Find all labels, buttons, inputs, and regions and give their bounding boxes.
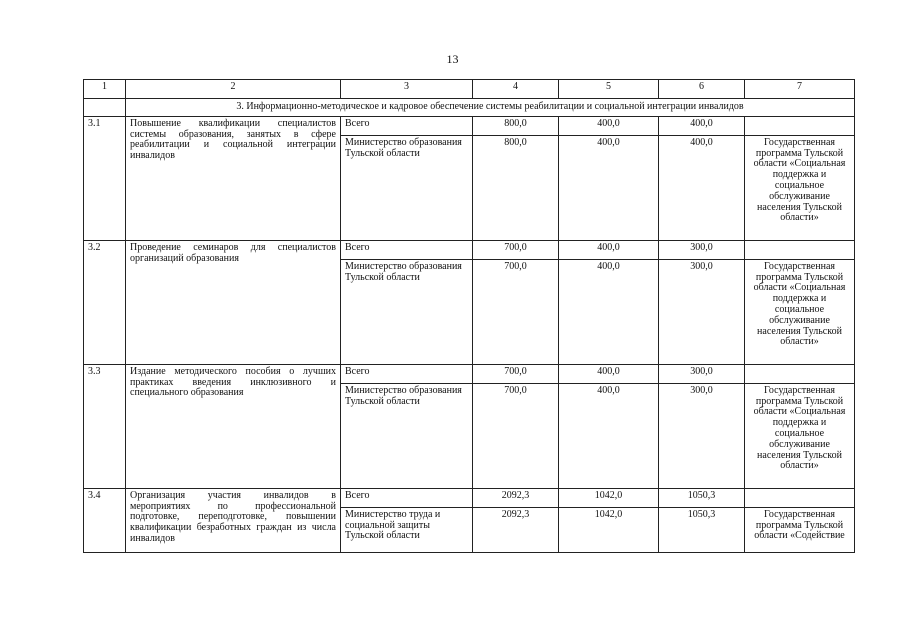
value-cell: 1042,0: [559, 488, 659, 507]
section-row: [84, 99, 855, 117]
empty-cell: [745, 364, 855, 383]
empty-cell: [745, 116, 855, 135]
ministry-label: Министерство образования Тульской области: [341, 135, 473, 240]
header-cell: 6: [659, 80, 745, 99]
program-cell: Государственная программа Тульской области «Содействие: [745, 507, 855, 552]
value-cell: 400,0: [559, 259, 659, 364]
total-label: Всего: [341, 240, 473, 259]
header-cell: 2: [126, 80, 341, 99]
total-label: Всего: [341, 488, 473, 507]
total-label: Всего: [341, 116, 473, 135]
value-cell: 2092,3: [473, 507, 559, 552]
row-number: 3.4: [84, 488, 126, 552]
ministry-label: Министерство труда и социальной защиты Тульской области: [341, 507, 473, 552]
header-cell: 4: [473, 80, 559, 99]
value-cell: 1050,3: [659, 488, 745, 507]
ministry-label: Министерство образования Тульской области: [341, 259, 473, 364]
row-number: 3.3: [84, 364, 126, 488]
header-cell: 5: [559, 80, 659, 99]
value-cell: 700,0: [473, 364, 559, 383]
program-cell: Государственная программа Тульской области «Социальная поддержка и социальное обслуживание населения Тульской области»: [745, 259, 855, 364]
table-row: [84, 116, 855, 135]
section-title: 3. Информационно-методическое и кадровое обеспечение системы реабилитации и социальной интеграции инвалидов: [126, 99, 855, 117]
value-cell: 400,0: [559, 364, 659, 383]
value-cell: 800,0: [473, 135, 559, 240]
section-empty-cell: [84, 99, 126, 117]
ministry-label: Министерство образования Тульской области: [341, 383, 473, 488]
value-cell: 1050,3: [659, 507, 745, 552]
value-cell: 1042,0: [559, 507, 659, 552]
value-cell: 400,0: [559, 135, 659, 240]
header-cell: 3: [341, 80, 473, 99]
value-cell: 400,0: [559, 116, 659, 135]
value-cell: 300,0: [659, 240, 745, 259]
row-description: Повышение квалификации специалистов системы образования, занятых в сфере реабилитации и социальной интеграции инвалидов: [126, 116, 341, 240]
header-cell: 1: [84, 80, 126, 99]
empty-cell: [745, 240, 855, 259]
value-cell: 700,0: [473, 259, 559, 364]
total-label: Всего: [341, 364, 473, 383]
program-cell: Государственная программа Тульской области «Социальная поддержка и социальное обслуживание населения Тульской области»: [745, 135, 855, 240]
empty-cell: [745, 488, 855, 507]
value-cell: 2092,3: [473, 488, 559, 507]
program-cell: Государственная программа Тульской области «Социальная поддержка и социальное обслуживание населения Тульской области»: [745, 383, 855, 488]
value-cell: 300,0: [659, 364, 745, 383]
header-cell: 7: [745, 80, 855, 99]
value-cell: 400,0: [659, 116, 745, 135]
row-description: Издание методического пособия о лучших практиках введения инклюзивного и специального образования: [126, 364, 341, 488]
value-cell: 700,0: [473, 383, 559, 488]
table-row: [84, 364, 855, 383]
value-cell: 400,0: [559, 383, 659, 488]
value-cell: 400,0: [659, 135, 745, 240]
value-cell: 300,0: [659, 383, 745, 488]
table-row: [84, 240, 855, 259]
program-table: [83, 79, 855, 553]
row-description: Проведение семинаров для специалистов организаций образования: [126, 240, 341, 364]
row-description: Организация участия инвалидов в мероприятиях по профессиональной подготовке, переподготовке, повышении квалификации безработных граждан из числа инвалидов: [126, 488, 341, 552]
page-number: 13: [446, 52, 459, 66]
table-row: [84, 488, 855, 507]
value-cell: 400,0: [559, 240, 659, 259]
value-cell: 800,0: [473, 116, 559, 135]
row-number: 3.1: [84, 116, 126, 240]
header-row: [84, 80, 855, 99]
row-number: 3.2: [84, 240, 126, 364]
value-cell: 700,0: [473, 240, 559, 259]
value-cell: 300,0: [659, 259, 745, 364]
